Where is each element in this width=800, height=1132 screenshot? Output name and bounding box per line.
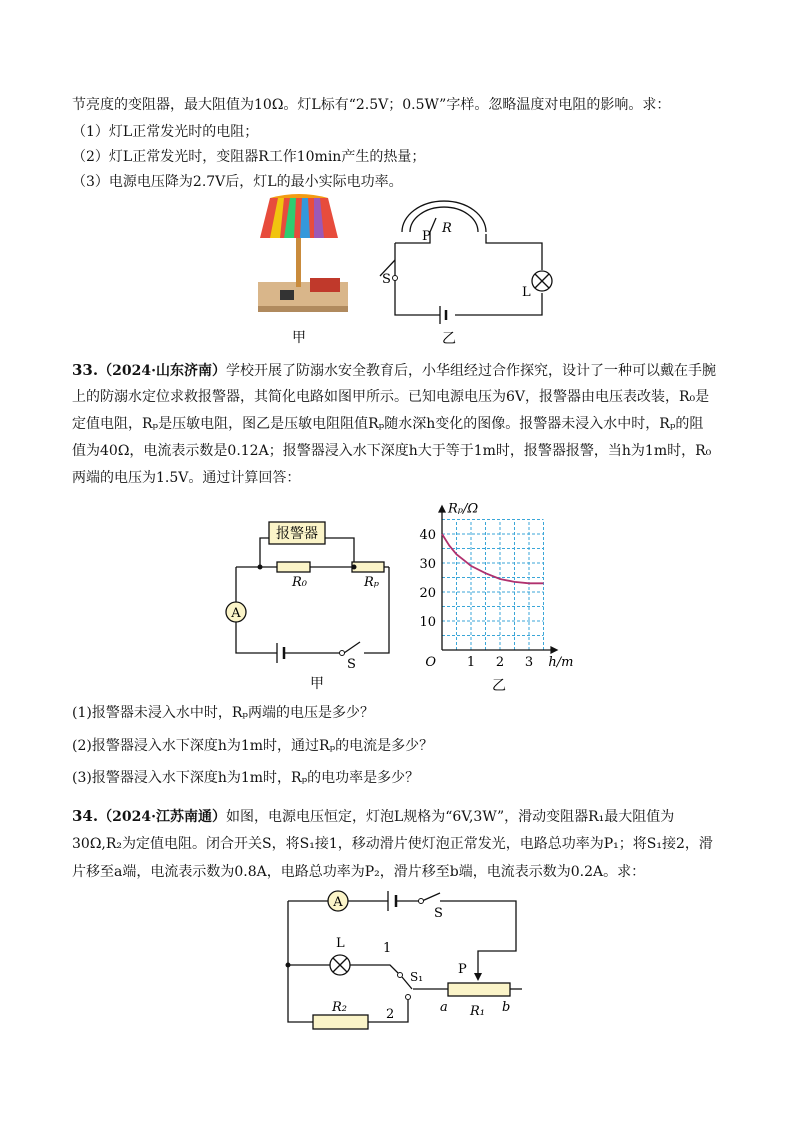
q34-label-s1: S₁: [410, 970, 424, 984]
q32-item-2: （2）灯L正常发光时，变阻器R工作10min产生的热量；: [72, 149, 426, 165]
q33-circuit-figure: [222, 510, 402, 690]
x-tick-label: 3: [524, 655, 534, 670]
q32-circuit: [380, 201, 552, 324]
q34-label-a: a: [440, 1000, 448, 1015]
q34-label-p: P: [458, 962, 467, 977]
switch-contact: [393, 276, 398, 281]
r1-rheostat: [448, 983, 510, 996]
q32-label-p: P: [422, 229, 431, 244]
q32-item-1: （1）灯L正常发光时的电阻；: [72, 124, 259, 140]
q34-text: 如图，电源电压恒定，灯泡L规格为“6V,3W”，滑动变阻器R₁最大阻值为: [225, 809, 675, 825]
q34-label-s: S: [434, 906, 443, 921]
q33-item-2: (2)报警器浸入水下深度h为1m时，通过Rₚ的电流是多少？: [72, 738, 434, 754]
q33-label-s: S: [347, 657, 356, 672]
slider-arrow: [474, 973, 482, 981]
q33-line-5: 两端的电压为1.5V。通过计算回答：: [72, 470, 301, 486]
alarm-label: 报警器: [276, 526, 318, 542]
x-tick-label: 2: [495, 655, 505, 670]
y-tick-label: 20: [419, 586, 436, 601]
q33-caption-b: 乙: [492, 678, 506, 693]
q34-ammeter-label: A: [333, 895, 343, 910]
q34-label-r1: R₁: [470, 1004, 485, 1019]
ammeter-label: A: [231, 606, 241, 621]
x-axis-arrow: [550, 646, 558, 654]
q33-label-rp: Rₚ: [364, 575, 379, 590]
q33-text: 学校开展了防溺水安全教育后，小华组经过合作探究，设计了一种可以戴在手腕: [225, 363, 716, 379]
switch-contact: [419, 899, 424, 904]
y-tick-label: 30: [419, 557, 436, 572]
q32-label-r: R: [442, 221, 452, 236]
q34-line-1: [72, 806, 732, 827]
y-tick-label: 10: [419, 615, 436, 630]
q34-circuit-figure: [280, 885, 530, 1035]
rp-resistor: [352, 562, 384, 572]
q32-caption-a: 甲: [292, 330, 306, 346]
q32-text-line: 节亮度的变阻器，最大阻值为10Ω。灯L标有“2.5V；0.5W”字样。忽略温度对电阻的影响。求：: [72, 97, 671, 113]
q32-label-l: L: [522, 285, 531, 300]
q33-line-2: 上的防溺水定位求救报警器，其简化电路如图甲所示。已知电源电压为6V，报警器由电压表改装，R₀是: [72, 389, 710, 405]
y-axis-label: Rₚ/Ω: [448, 501, 479, 517]
q34-label-b: b: [502, 1000, 511, 1015]
q32-label-s: S: [382, 272, 391, 287]
q32-caption-b: 乙: [442, 331, 456, 347]
y-tick-label: 40: [419, 528, 436, 543]
q34-label-1: 1: [383, 941, 392, 956]
q33-source-tag: （2024·山东济南）: [98, 363, 226, 379]
q33-item-1: (1)报警器未浸入水中时，Rₚ两端的电压是多少？: [72, 705, 374, 721]
x-axis-label: h/m: [548, 655, 574, 670]
q34-number: 34.: [72, 807, 99, 825]
junction-dot: [258, 565, 263, 570]
q34-label-r2: R₂: [332, 1000, 347, 1015]
q34-label-2: 2: [386, 1007, 395, 1022]
q33-number: 33.: [72, 361, 99, 379]
switch-contact: [406, 995, 411, 1000]
switch-contact: [398, 973, 403, 978]
rp-depth-chart: [412, 495, 587, 693]
q34-line-3: 片移至a端，电流表示数为0.8A，电路总功率为P₂，滑片移至b端，电流表示数为0.2A。求：: [72, 864, 646, 880]
q32-item-3: （3）电源电压降为2.7V后，灯L的最小实际电功率。: [72, 174, 403, 190]
q33-line-3: 定值电阻，Rₚ是压敏电阻，图乙是压敏电阻阻值Rₚ随水深h变化的图像。报警器未浸入水中时，Rₚ的阻: [72, 416, 704, 432]
switch-contact: [340, 651, 345, 656]
q33-caption-a: 甲: [310, 676, 324, 690]
junction-dot: [352, 565, 357, 570]
r0-resistor: [277, 562, 310, 572]
q32-figure: [250, 190, 560, 350]
q33-item-3: (3)报警器浸入水下深度h为1m时，Rₚ的电功率是多少？: [72, 770, 420, 786]
x-tick-label: 1: [466, 655, 476, 670]
junction-dot: [286, 963, 291, 968]
q34-label-l: L: [336, 936, 345, 951]
q33-line-4: 值为40Ω，电流表示数是0.12A；报警器浸入水下深度h大于等于1m时，报警器报警，当h为1m时，R₀: [72, 443, 712, 459]
q33-label-r0: R₀: [292, 575, 307, 590]
rp-curve: [442, 534, 544, 583]
r2-resistor: [313, 1015, 368, 1029]
q34-source-tag: （2024·江苏南通）: [98, 809, 226, 825]
q33-line-1: [72, 360, 732, 381]
lamp-photo: [258, 194, 348, 312]
y-axis-arrow: [438, 505, 446, 513]
q34-line-2: 30Ω,R₂为定值电阻。闭合开关S，将S₁接1，移动滑片使灯泡正常发光，电路总功率为P₁；将S₁接2，滑: [72, 836, 713, 852]
origin-label: O: [425, 655, 436, 670]
